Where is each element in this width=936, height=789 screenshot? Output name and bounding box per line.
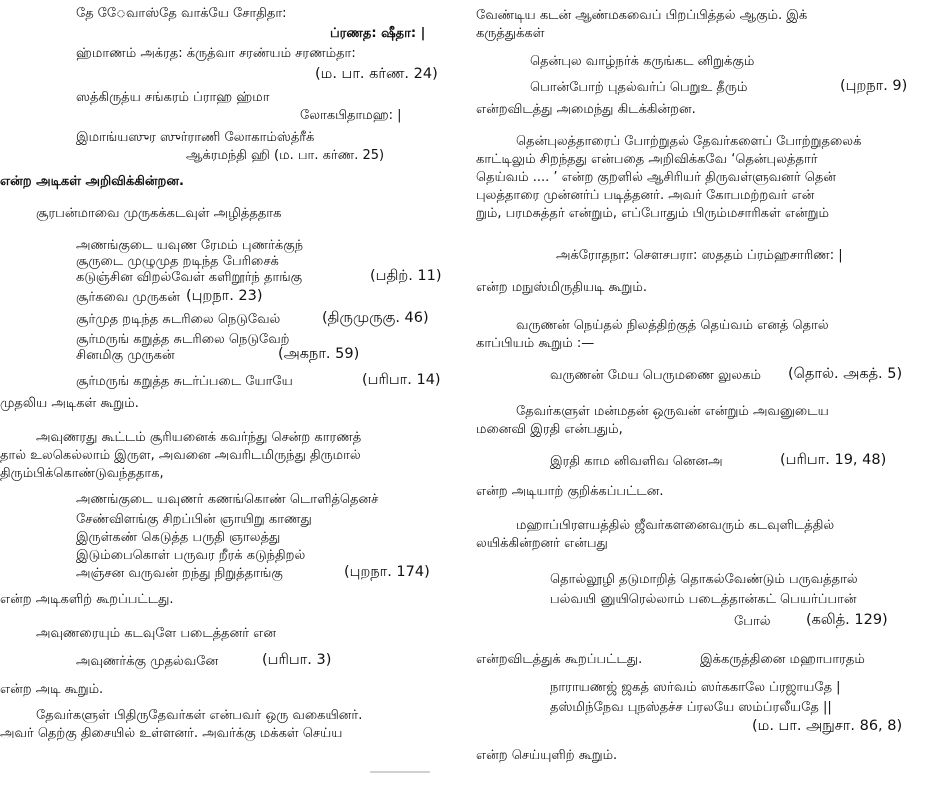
citation: (தொல். அகத். 5) [788, 366, 903, 382]
citation: (பதிற். 11) [370, 268, 442, 284]
paragraph-line: அவுணரது கூட்டம் சூரியனைக் கவர்ந்து சென்ற காரணத் [36, 430, 362, 445]
paragraph-line: தெய்வம் .... ’ என்ற குறளில் ஆசிரியர் திருவள்ளுவனர் தென் [476, 170, 836, 185]
citation: (புறநா. 9) [840, 78, 908, 94]
sanskrit-verse-line: ஆக்ரமந்தி ஹி (ம. பா. கர்ண. 25) [186, 148, 385, 163]
paragraph-line: லயிக்கின்றனர் என்பது [476, 536, 608, 551]
paragraph-line: றும், பரமசுத்தர் என்றும், எப்போதும் பிரும்மசாரிகள் என்றும் [476, 206, 829, 221]
poem-line: சேண்விளங்கு சிறப்பின் ஞாயிறு காணது [76, 512, 312, 527]
poem-line: போல் [734, 614, 771, 629]
poem-line: பல்வயி னுயிரெல்லாம் படைத்தான்கட் பெயர்ப்பான் [550, 592, 857, 607]
paragraph-line: முதலிய அடிகள் கூறும். [0, 396, 139, 411]
poem-line: கடுஞ்சின விறல்வேள் களிறூர்ந் தாங்கு [76, 270, 303, 285]
paragraph-line: என்ற மநுஸ்மிருதியடி கூறும். [476, 280, 648, 295]
poem-line: தென்புல வாழ்நர்க் கருங்கட னிறுக்கும் [530, 54, 755, 69]
paragraph-line: சூரபன்மாவை முருகக்கடவுள் அழித்ததாக [36, 206, 282, 221]
poem-line: அவுணர்க்கு முதல்வனே [76, 654, 219, 669]
paragraph-line: வேண்டிய கடன் ஆண்மகவைப் பிறப்பித்தல் ஆகும். இக் [476, 8, 808, 23]
poem-line: தொல்லூழி தடுமாறித் தொகல்வேண்டும் பருவத்தால் [550, 572, 858, 587]
citation: (பரிபா. 19, 48) [780, 452, 887, 468]
paragraph-line: என்ற அடிகளிற் கூறப்பட்டது. [0, 592, 174, 607]
sanskrit-verse-line: நாராயணஜ் ஜகத் ஸர்வம் ஸர்ககாலே ப்ரஜாயதே | [550, 680, 841, 695]
poem-line: அணங்குடை யவுண ரேமம் புணர்க்குந் [76, 238, 304, 253]
poem-line: சூர்மருங் கறுத்த சுடர்ப்படை யோயே [76, 374, 293, 389]
sanskrit-verse-line: ஸத்கிருத்ய சங்கரம் ப்ராஹ ஹ்மா [76, 90, 270, 105]
citation: (திருமுருகு. 46) [322, 310, 429, 326]
poem-line: சூருடை முழுமுத றடிந்த பேரிசைக் [76, 254, 279, 269]
sanskrit-verse-line: அக்ரோதநா: சௌசபரா: ஸததம் ப்ரம்ஹசாரிண: | [556, 248, 843, 263]
sanskrit-verse-line: தஸ்மிந்நேவ புநஸ்தச்ச ப்ரலயே ஸம்ப்ரலீயதே || [550, 700, 832, 715]
scan-smudge [370, 771, 430, 773]
paragraph-line: மஹாப்பிரளயத்தில் ஜீவர்களனைவரும் கடவுளிடத்தில் [516, 518, 835, 533]
poem-line: வருணன் மேய பெருமணை லுலகம் [550, 368, 761, 383]
sanskrit-verse-line: தே ேேவாஸ்தே வாக்யே சோதிதா: [76, 6, 287, 21]
citation: (பரிபா. 14) [362, 372, 441, 388]
paragraph-line: காட்டிலும் சிறந்தது என்பதை அறிவிக்கவே ‘தென்புலத்தார் [476, 152, 818, 167]
poem-line: அணங்குடை யவுணர் கணங்கொண் டொளித்தெனச் [76, 492, 379, 507]
paragraph-line: என்ற அடிகள் அறிவிக்கின்றன. [0, 174, 184, 189]
paragraph-line: என்ற செய்யுளிற் கூறும். [476, 748, 618, 763]
paragraph-line: புலத்தாரை முன்னர்ப் படித்தனர். அவர் கோபமற்றவர் என் [476, 188, 815, 203]
poem-line: சூர்மருங் கறுத்த சுடரிலை நெடுவேற் [76, 332, 290, 347]
paragraph-line: மனைவி இரதி என்பதும், [476, 422, 623, 437]
paragraph-line: தென்புலத்தாரைப் போற்றுதல் தேவர்களைப் போற்றுதலைக் [516, 134, 862, 149]
paragraph-line: என்றவிடத்துக் கூறப்பட்டது. [476, 652, 643, 667]
paragraph-line: இக்கருத்தினை மஹாபாரதம் [700, 652, 865, 667]
poem-line: அஞ்சன வருவன் றந்து நிறுத்தாங்கு [76, 566, 283, 581]
paragraph-line: கருத்துக்கள் [476, 26, 545, 41]
poem-line: பொன்போற் புதல்வர்ப் பெறுஉ தீரும் [530, 80, 748, 95]
paragraph-line: தேவர்களுள் மன்மதன் ஒருவன் என்றும் அவனுடைய [516, 404, 829, 419]
paragraph-line: தால் உலகெல்லாம் இருள, அவனை அவரிடமிருந்து திருமால் [0, 448, 361, 463]
right-column [468, 0, 936, 789]
citation: (பரிபா. 3) [262, 652, 332, 668]
sanskrit-verse-line: லோகபிதாமஹ: | [300, 108, 402, 123]
poem-line: இருள்கண் கெடுத்த பருதி ஞாலத்து [76, 530, 281, 545]
sanskrit-verse-line: ப்ரணத: ஷீதா: | [330, 26, 426, 41]
citation: (புறநா. 174) [344, 564, 430, 580]
sanskrit-verse-line: ஹ்மாணம் அக்ரத: க்ருத்வா சரண்யம் சரணம்தா: [76, 46, 356, 61]
paragraph-line: என்ற அடி கூறும். [0, 682, 104, 697]
paragraph-line: என்ற அடியாற் குறிக்கப்பட்டன. [476, 484, 664, 499]
paragraph-line: என்றவிடத்து அமைந்து கிடக்கின்றன. [476, 102, 696, 117]
poem-line: சினமிகு முருகன் [76, 348, 175, 363]
poem-line: சூர்கவை முருகன் [76, 290, 180, 305]
citation: (அகநா. 59) [278, 346, 360, 362]
poem-line: இரதி காம னிவளிவ னெனஅ [550, 454, 723, 469]
paragraph-line: அவுணரையும் கடவுளே படைத்தனர் என [36, 626, 276, 641]
paragraph-line: காப்பியம் கூறும் :— [476, 336, 595, 351]
citation: (ம. பா. அநுசா. 86, 8) [752, 718, 903, 734]
poem-line: இடும்பைகொள் பருவர றீரக் கடுந்திறல் [76, 548, 306, 563]
paragraph-line: திரும்பிக்கொண்டுவந்ததாக, [0, 466, 164, 481]
paragraph-line: வருணன் நெய்தல் நிலத்திற்குத் தெய்வம் எனத் தொல் [516, 318, 829, 333]
paragraph-line: தேவர்களுள் பிதிருதேவர்கள் என்பவர் ஒரு வகையினர். [36, 708, 363, 723]
paragraph-line: அவர் தெற்கு திசையில் உள்ளனர். அவர்க்கு மக்கள் செய்ய [0, 726, 343, 741]
sanskrit-verse-line: இமாங்யஸுர ஸுர்ராணி லோகாம்ஸ்த்ரீக் [76, 130, 315, 145]
poem-line: சூர்முத றடிந்த சுடரிலை நெடுவேல் [76, 312, 281, 327]
citation: (கலித். 129) [806, 612, 888, 628]
citation: (புறநா. 23) [186, 288, 263, 304]
citation: (ம. பா. கர்ண. 24) [315, 66, 438, 82]
